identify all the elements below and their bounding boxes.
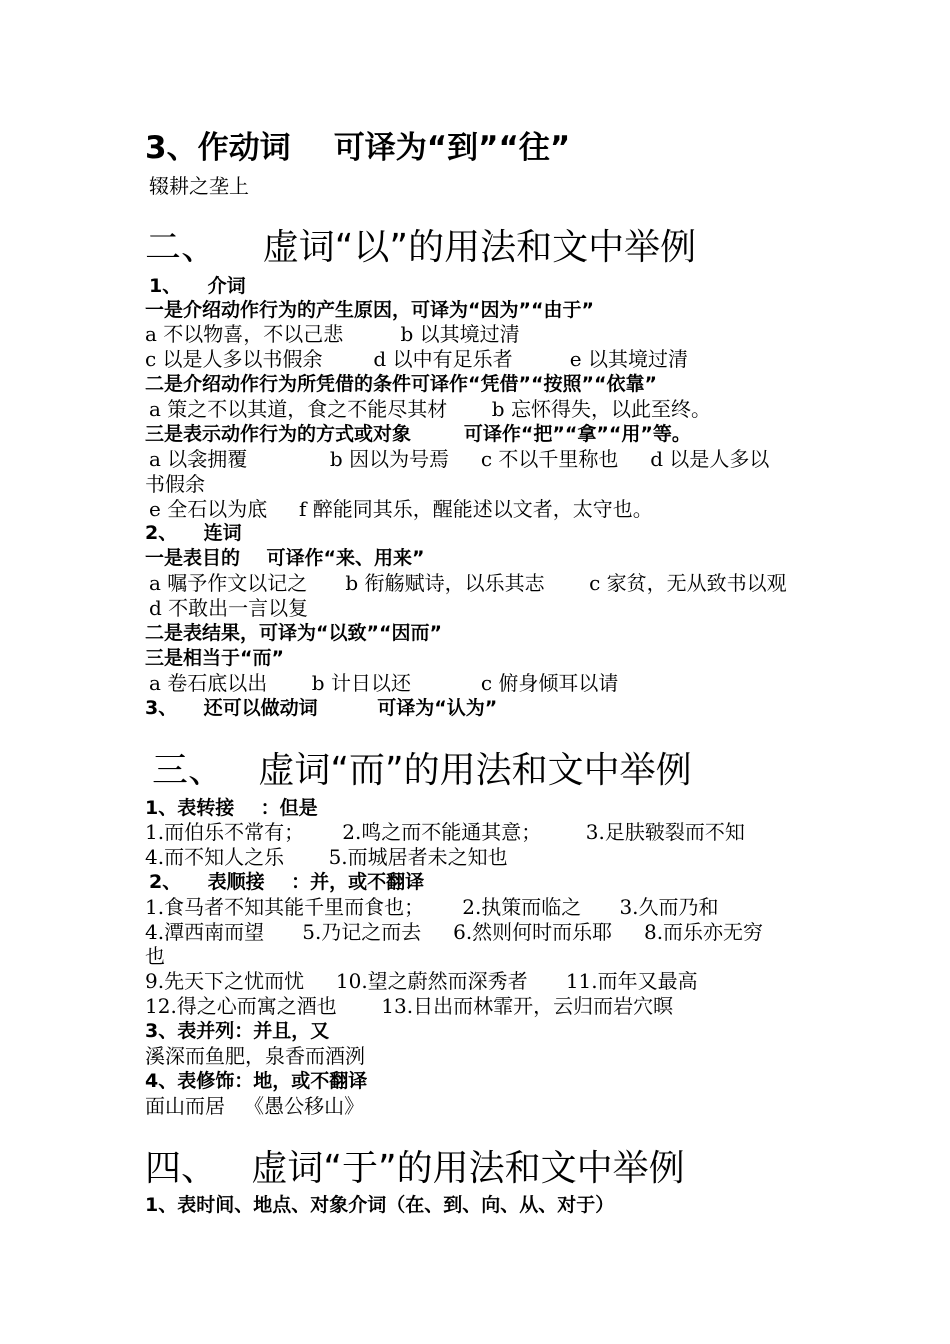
example-line: a 卷石底以出 b 计日以还 c 俯身倾耳以请 (149, 671, 619, 695)
subheading: 一是表目的 可译作“来、用来” (145, 547, 425, 569)
example-line: a 嘱予作文以记之 b 衔觞赋诗，以乐其志 c 家贫，无从致书以观 (149, 571, 787, 595)
example-line: 溪深而鱼肥，泉香而酒洌 (145, 1044, 365, 1068)
example-line: 4.潭西南而望 5.乃记之而去 6.然则何时而乐耶 8.而乐亦无穷 (145, 920, 764, 944)
subheading: 1、 介词 (149, 275, 246, 297)
example-line: a 以衾拥覆 b 因以为号焉 c 不以千里称也 d 以是人多以 (149, 447, 770, 471)
example-line: 辍耕之垄上 (149, 174, 249, 198)
example-line: 1.食马者不知其能千里而食也； 2.执策而临之 3.久而乃和 (145, 895, 719, 919)
subheading: 1、表转接 ：但是 (145, 797, 318, 819)
example-line: a 不以物喜，不以己悲 b 以其境过清 (145, 322, 520, 346)
example-line: d 不敢出一言以复 (149, 596, 309, 620)
section-heading: 3、作动词 可译为“到”“往” (145, 130, 571, 166)
subheading: 二是介绍动作行为所凭借的条件可译作“凭借”“按照”“依靠” (145, 373, 657, 395)
section-heading: 二、 虚词“以”的用法和文中举例 (145, 227, 697, 268)
subheading: 2、 表顺接 ：并，或不翻译 (149, 871, 425, 893)
subheading: 1、表时间、地点、对象介词（在、到、向、从、对于） (145, 1194, 615, 1216)
example-line: 9.先天下之忧而忧 10.望之蔚然而深秀者 11.而年又最高 (145, 969, 698, 993)
example-line: e 全石以为底 f 醉能同其乐，醒能述以文者，太守也。 (149, 497, 653, 521)
subheading: 二是表结果，可译为“以致”“因而” (145, 622, 442, 644)
example-line: 面山而居 《愚公移山》 (145, 1094, 365, 1118)
subheading: 三是表示动作行为的方式或对象 可译作“把”“拿”“用”等。 (145, 423, 691, 445)
example-line: 书假余 (145, 472, 205, 496)
example-line: 4.而不知人之乐 5.而城居者未之知也 (145, 845, 508, 869)
section-heading: 三、 虚词“而”的用法和文中举例 (152, 750, 692, 791)
subheading: 3、 还可以做动词 可译为“认为” (145, 697, 498, 719)
subheading: 一是介绍动作行为的产生原因，可译为“因为”“由于” (145, 299, 594, 321)
example-line: 也 (145, 944, 165, 968)
subheading: 三是相当于“而” (145, 647, 284, 669)
example-line: c 以是人多以书假余 d 以中有足乐者 e 以其境过清 (145, 347, 688, 371)
example-line: a 策之不以其道，食之不能尽其材 b 忘怀得失，以此至终。 (149, 397, 711, 421)
subheading: 3、表并列：并且，又 (145, 1020, 330, 1042)
example-line: 12.得之心而寓之酒也 13.日出而林霏开，云归而岩穴暝 (145, 994, 674, 1018)
section-heading: 四、 虚词“于”的用法和文中举例 (145, 1148, 685, 1189)
subheading: 4、表修饰：地，或不翻译 (145, 1070, 368, 1092)
example-line: 1.而伯乐不常有； 2.鸣之而不能通其意； 3.足肤皲裂而不知 (145, 820, 745, 844)
subheading: 2、 连词 (145, 522, 242, 544)
